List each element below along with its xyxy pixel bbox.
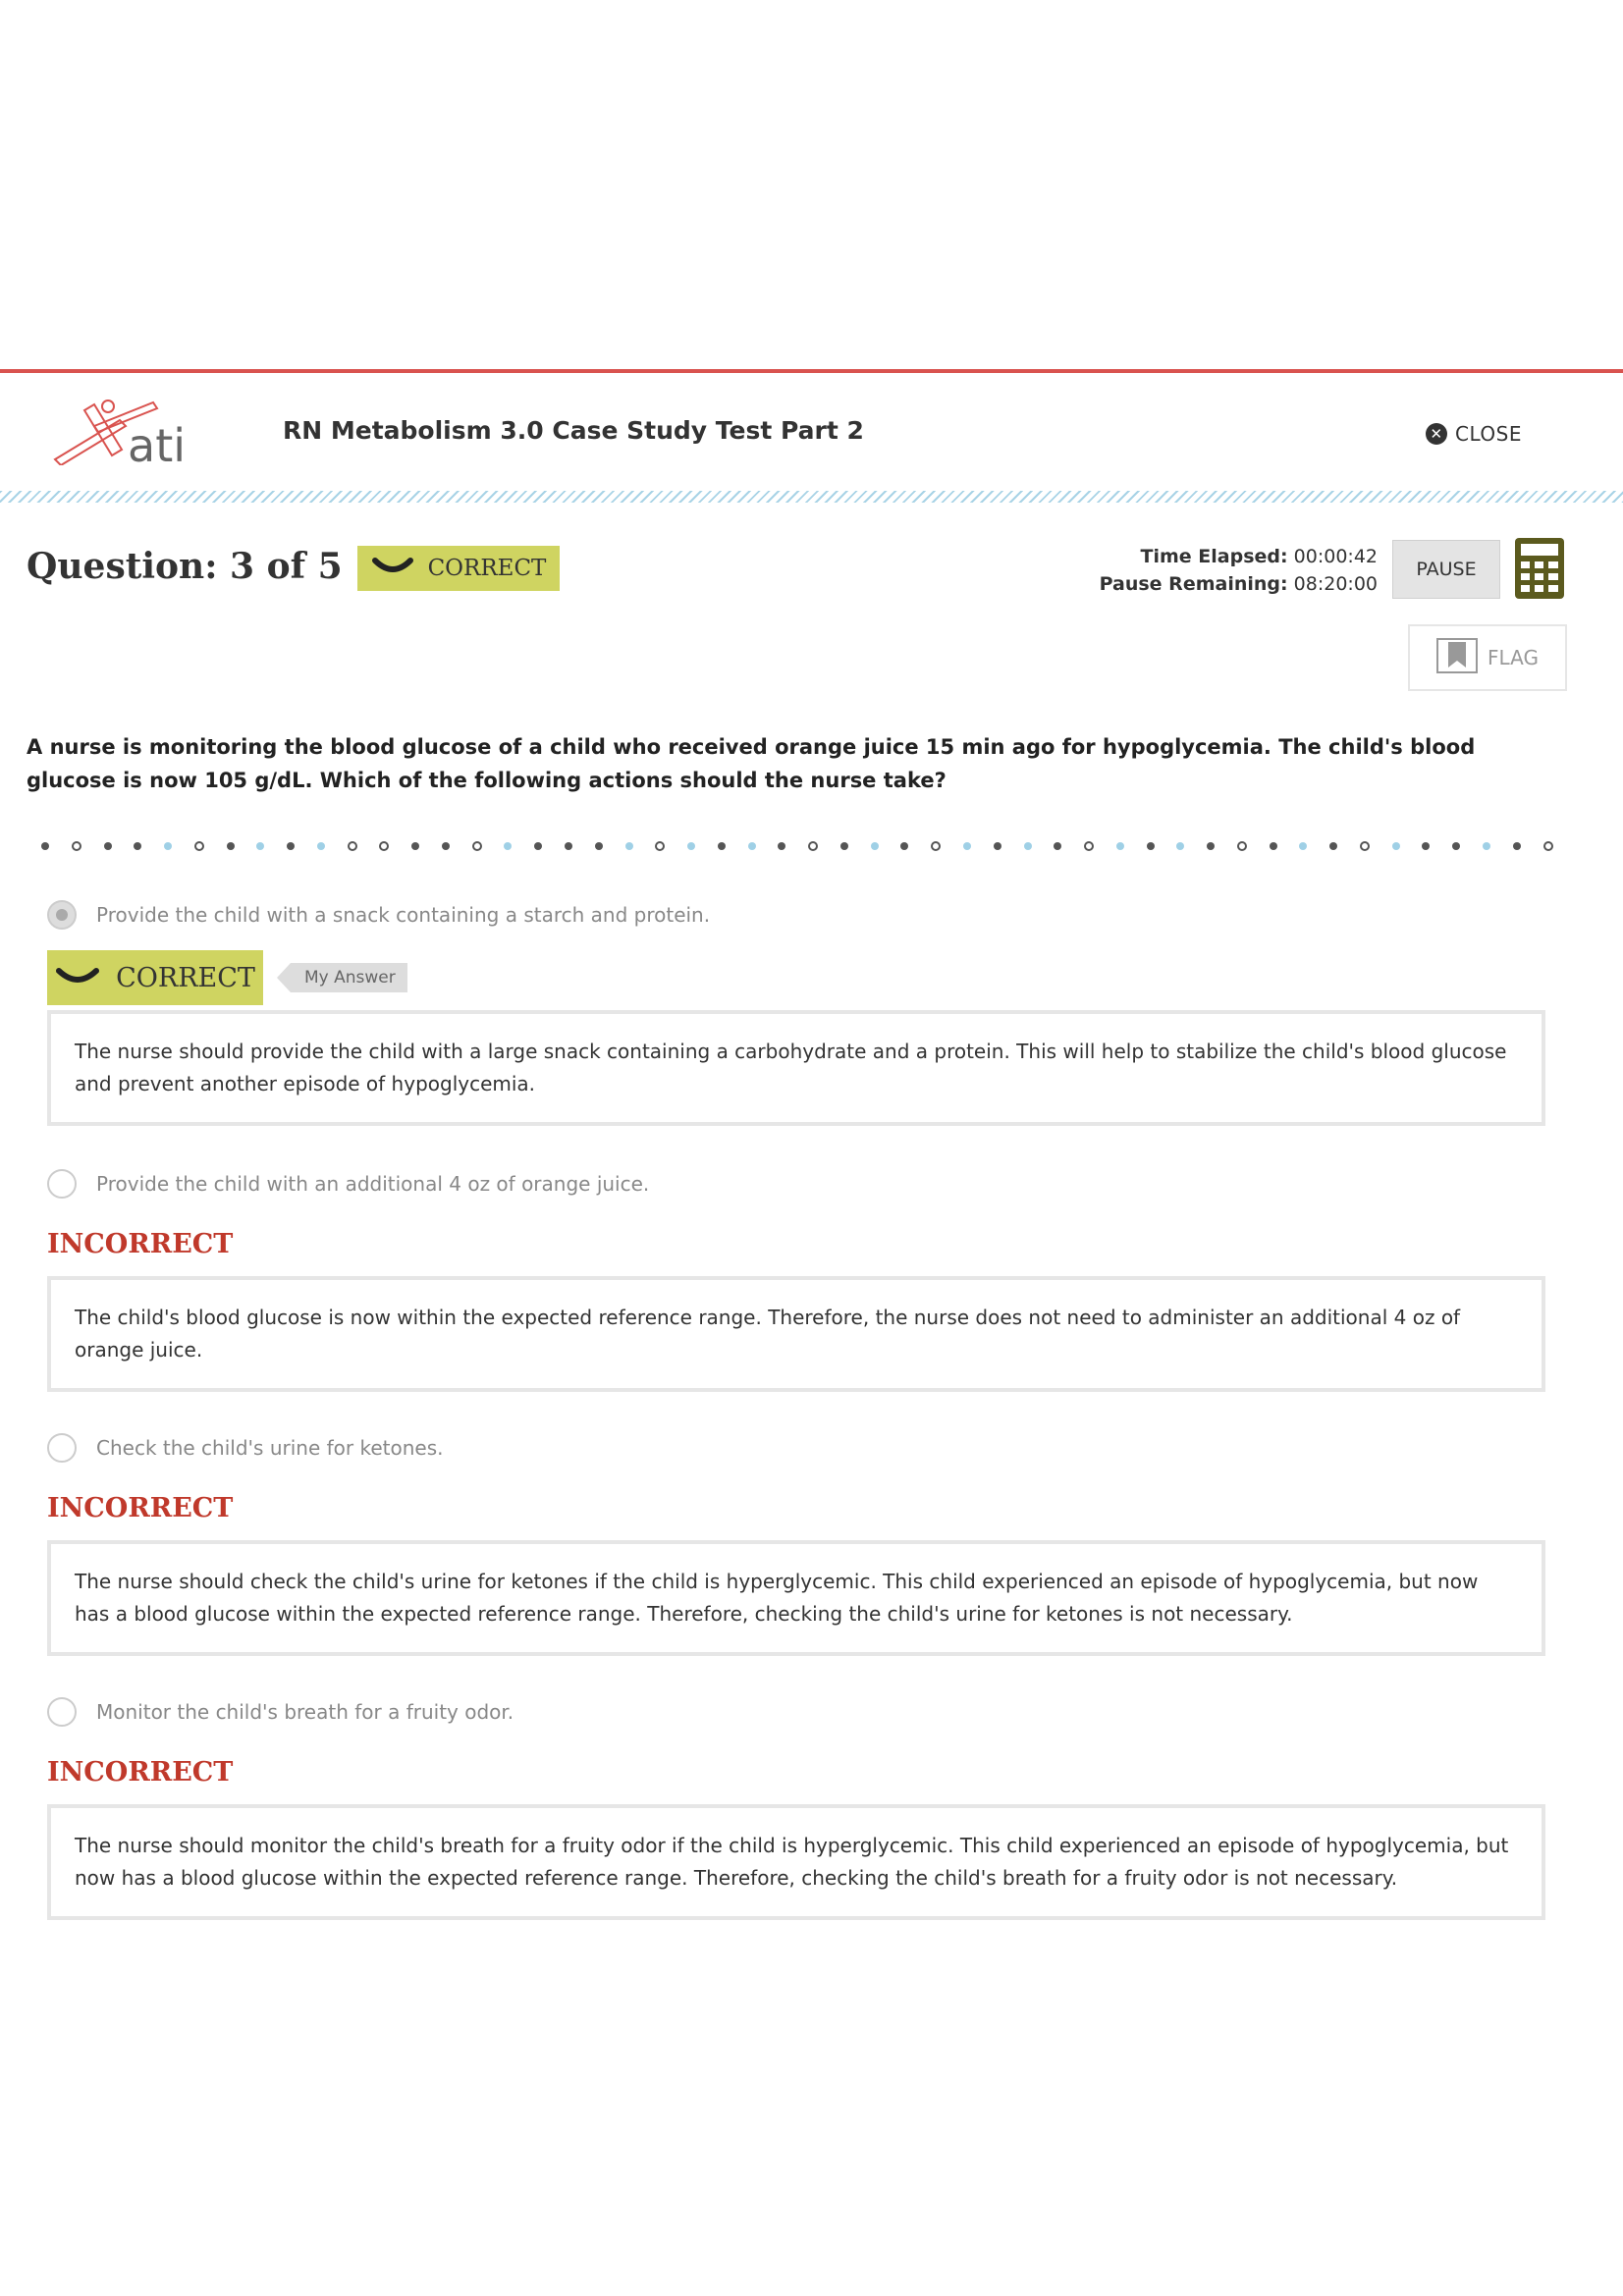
divider-dot <box>871 842 879 850</box>
flag-label: FLAG <box>1488 646 1539 669</box>
rationale-box: The nurse should check the child's urine for ketones if the child is hyperglycemic. This child experienced an episode of hypoglycemia, but now has a blood glucose within the expected reference range. Therefore, checking the child's urine for ketones is not necessary. <box>47 1540 1545 1656</box>
divider-dot <box>994 842 1001 850</box>
smile-icon <box>55 963 100 993</box>
divider-dot <box>1237 841 1247 851</box>
divider-dot <box>565 842 572 850</box>
divider-dot <box>1329 842 1337 850</box>
close-label: CLOSE <box>1455 422 1522 446</box>
status-label: CORRECT <box>427 556 547 581</box>
answer-option-1 <box>47 895 1545 1126</box>
bookmark-icon <box>1436 638 1478 678</box>
pause-remaining-value: 08:20:00 <box>1293 573 1378 595</box>
divider-dot <box>718 842 726 850</box>
close-button[interactable] <box>1426 422 1522 446</box>
divider-dot <box>1116 842 1124 850</box>
answer-option-2 <box>47 1164 1545 1392</box>
divider-dot <box>317 842 325 850</box>
option-text: Check the child's urine for ketones. <box>96 1436 444 1460</box>
answer-option-3 <box>47 1428 1545 1656</box>
divider-dot <box>900 842 908 850</box>
divider-dot <box>164 842 172 850</box>
divider-dot <box>748 842 756 850</box>
option-text: Monitor the child's breath for a fruity odor. <box>96 1700 514 1724</box>
divider-dot <box>1299 842 1307 850</box>
divider-dot <box>1543 841 1553 851</box>
divider-dot <box>1147 842 1155 850</box>
divider-dot <box>1207 842 1215 850</box>
divider-dot <box>1176 842 1184 850</box>
divider-dot <box>808 841 818 851</box>
dotted-divider <box>41 840 1553 852</box>
radio-button[interactable] <box>47 900 77 930</box>
time-elapsed-value: 00:00:42 <box>1293 546 1378 567</box>
divider-dot <box>1452 842 1460 850</box>
divider-dot <box>1084 841 1094 851</box>
radio-button[interactable] <box>47 1169 77 1199</box>
divider-dot <box>1270 842 1277 850</box>
divider-dot <box>1392 842 1400 850</box>
divider-dot <box>1513 842 1521 850</box>
divider-dot <box>963 842 971 850</box>
divider-dot <box>348 841 357 851</box>
divider-dot <box>256 842 264 850</box>
divider-dot <box>625 842 633 850</box>
divider-dot <box>504 842 512 850</box>
incorrect-label: INCORRECT <box>47 1229 234 1259</box>
divider-dot <box>1360 841 1370 851</box>
divider-dot <box>72 841 81 851</box>
divider-dot <box>227 842 235 850</box>
rationale-box: The nurse should provide the child with a large snack containing a carbohydrate and a protein. This will help to stabilize the child's blood glucose and prevent another episode of hypoglycemia. <box>47 1010 1545 1126</box>
divider-dot <box>778 842 785 850</box>
smile-icon <box>371 555 414 582</box>
divider-dot <box>1054 842 1061 850</box>
rationale-box: The child's blood glucose is now within the expected reference range. Therefore, the nurse does not need to administer an additional 4 oz of orange juice. <box>47 1276 1545 1392</box>
header <box>0 373 1623 491</box>
radio-button[interactable] <box>47 1433 77 1463</box>
divider-dot <box>41 842 49 850</box>
my-answer-tag: My Answer <box>291 963 407 992</box>
divider-dot <box>411 842 419 850</box>
divider-dot <box>1483 842 1490 850</box>
pause-remaining-label: Pause Remaining: <box>1099 573 1288 595</box>
question-number: Question: 3 of 5 <box>27 546 343 587</box>
question-text: A nurse is monitoring the blood glucose of a child who received orange juice 15 min ago for hypoglycemia. The child's blood glucose is now 105 g/dL. Which of the following actions should the nurse take? <box>27 735 1476 792</box>
divider-dot <box>687 842 695 850</box>
divider-dot <box>931 841 941 851</box>
divider-dot <box>655 841 665 851</box>
option-text: Provide the child with a snack containing a starch and protein. <box>96 903 711 927</box>
svg-text:ati: ati <box>128 419 187 465</box>
status-badge <box>357 546 560 591</box>
hatched-divider <box>0 491 1623 503</box>
incorrect-label: INCORRECT <box>47 1757 234 1788</box>
correct-label: CORRECT <box>116 962 255 993</box>
divider-dot <box>379 841 389 851</box>
divider-dot <box>134 842 141 850</box>
answer-option-4 <box>47 1692 1545 1920</box>
divider-dot <box>840 842 848 850</box>
test-title: RN Metabolism 3.0 Case Study Test Part 2 <box>283 416 864 445</box>
divider-dot <box>534 842 542 850</box>
time-elapsed-label: Time Elapsed: <box>1140 546 1288 567</box>
radio-button[interactable] <box>47 1697 77 1727</box>
divider-dot <box>104 842 112 850</box>
option-text: Provide the child with an additional 4 oz of orange juice. <box>96 1172 650 1196</box>
divider-dot <box>595 842 603 850</box>
divider-dot <box>1024 842 1032 850</box>
timer-panel <box>1100 543 1378 598</box>
calculator-icon[interactable] <box>1515 538 1564 599</box>
incorrect-label: INCORRECT <box>47 1493 234 1523</box>
correct-badge <box>47 950 263 1005</box>
divider-dot <box>287 842 295 850</box>
rationale-box: The nurse should monitor the child's breath for a fruity odor if the child is hyperglycemic. This child experienced an episode of hypoglycemia, but now has a blood glucose within the expected reference range. Therefore, checking the child's breath for a fruity odor is not necessary. <box>47 1804 1545 1920</box>
divider-dot <box>442 842 450 850</box>
ati-logo <box>51 397 208 465</box>
divider-dot <box>1422 842 1430 850</box>
divider-dot <box>472 841 482 851</box>
close-icon: ✕ <box>1426 423 1447 445</box>
divider-dot <box>194 841 204 851</box>
pause-button[interactable]: PAUSE <box>1392 540 1500 599</box>
flag-button[interactable] <box>1408 624 1567 691</box>
